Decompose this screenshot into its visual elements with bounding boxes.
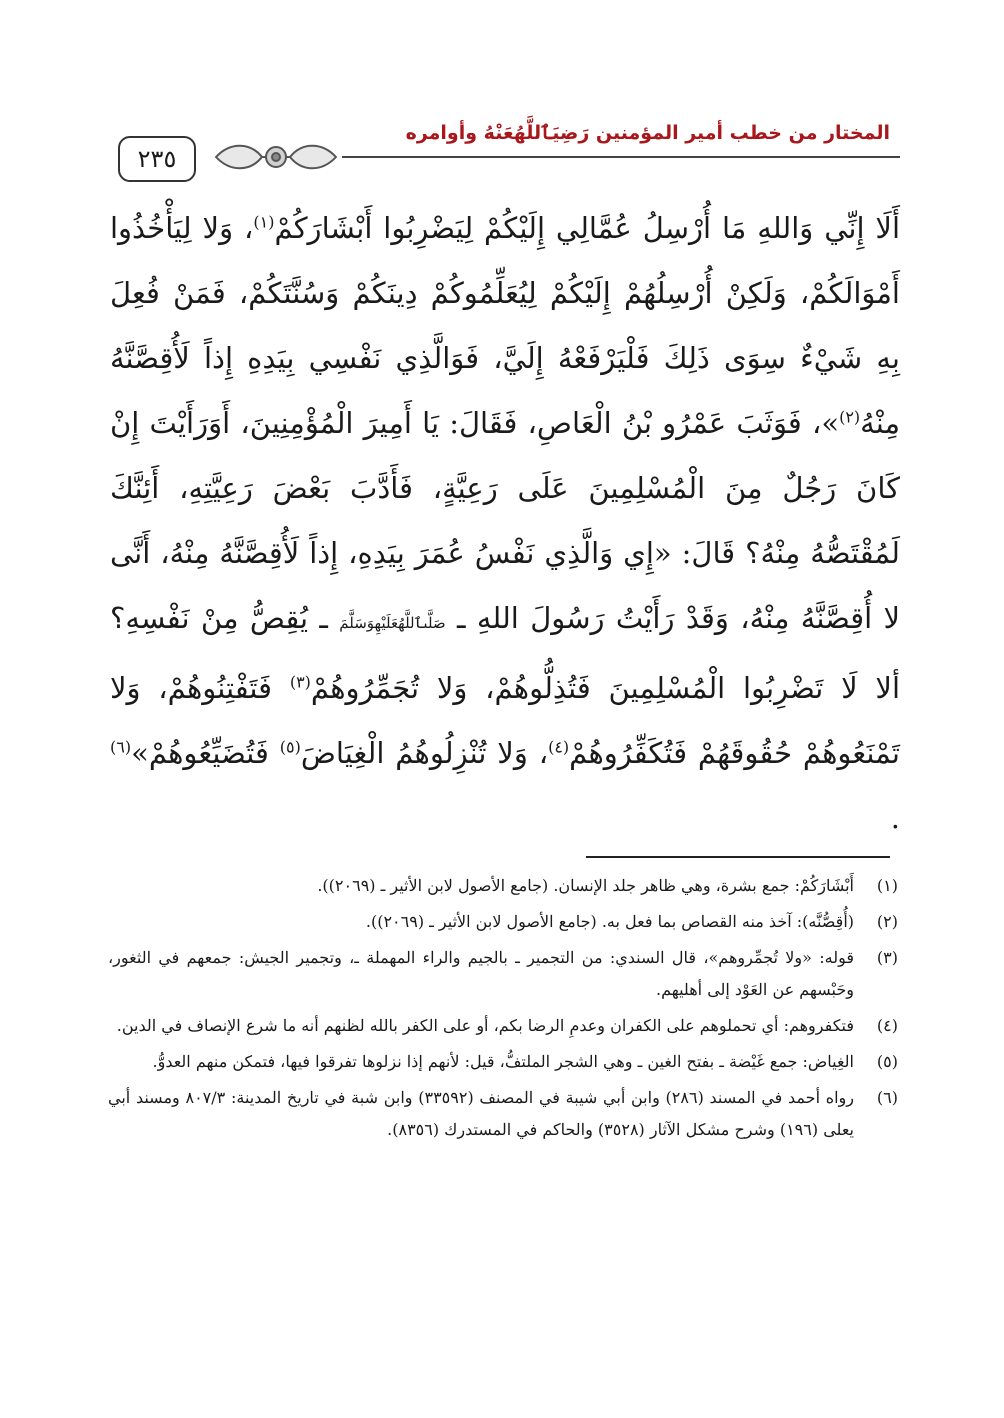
footnote-number: (٤) — [876, 1016, 898, 1035]
text-segment: ، وَلا لِيَأْخُذُوا أَمْوَالَكُمْ، وَلَكِنْ أُرْسِلُهُمْ إِلَيْكُمْ لِيُعَلِّمُوكُمْ دِينَكُمْ وَسُنَّتَكُمْ، فَمَنْ فُعِلَ بِهِ شَيْءٌ سِوَى ذَلِكَ فَلْيَرْفَعْهُ إِلَيَّ، فَوَالَّذِي نَفْسِي بِيَدِهِ إِذاً لَأُقِصَّنَّهُ مِنْهُ — [110, 211, 900, 440]
footnote-ref[interactable]: (٥) — [279, 737, 301, 757]
footnote-number: (٦) — [876, 1088, 898, 1107]
ornament-icon — [210, 134, 342, 180]
footnote — [108, 906, 898, 938]
footnote-text: (أُقِصُّنَّه): آخذ منه القصاص بما فعل به. (جامع الأصول لابن الأثير ـ (٢٠٦٩)). — [365, 912, 854, 931]
header-rule — [342, 156, 900, 158]
page-header — [110, 108, 900, 188]
footnotes — [108, 870, 898, 1150]
running-title: المختار من خطب أمير المؤمنين رَضِيَٱللَّهُعَنْهُ وأوامره — [405, 122, 890, 144]
footnote-separator — [586, 856, 890, 858]
footnote-ref[interactable]: (٢) — [839, 407, 861, 427]
text-segment: فَتُضَيِّعُوهُمْ» — [131, 736, 269, 770]
footnote — [108, 1082, 898, 1146]
footnote-number: (١) — [876, 876, 898, 895]
footnote-number: (٥) — [876, 1052, 898, 1071]
salutation-glyph: صَلَّىٱللَّهُعَلَيْهِوَسَلَّمَ — [339, 614, 446, 632]
footnote-ref[interactable]: (٤) — [548, 737, 570, 757]
footnote-number: (٢) — [876, 912, 898, 931]
text-segment: ـ يُقِصُّ مِنْ نَفْسِهِ؟ ألا لَا تَضْرِبُوا الْمُسْلِمِينَ فَتُذِلُّوهُمْ، وَلا تُجَمِّرُوهُمْ — [110, 601, 901, 705]
main-paragraph — [110, 196, 900, 851]
footnote-text: فتكفروهم: أي تحملوهم على الكفران وعدمِ الرضا بكم، أو على الكفر بالله لظنهم أنه ما شرع الإنصاف في الدين. — [116, 1016, 854, 1035]
page-number: ٢٣٥ — [118, 136, 196, 182]
footnote-text: قوله: «ولا تُجمِّروهم»، قال السندي: من التجمير ـ بالجيم والراء المهملة ـ، وتجمير الجيش: جمعهم في الثغور، وحَبْسهم عن العَوْد إلى أهليهم. — [108, 948, 854, 999]
footnote-ref[interactable]: (٣) — [289, 672, 311, 692]
text-segment: »، فَوَثَبَ عَمْرُو بْنُ الْعَاصِ، فَقَالَ: يَا أَمِيرَ الْمُؤْمِنِينَ، أَوَرَأَيْتَ إِنْ كَانَ رَجُلٌ مِنَ الْمُسْلِمِينَ عَلَى رَعِيَّةٍ، فَأَدَّبَ بَعْضَ رَعِيَّتِهِ، أَئِنَّكَ لَمُقْتَصُّهُ مِنْهُ؟ قَالَ: «إِي وَالَّذِي نَفْسُ عُمَرَ بِيَدِهِ، إِذاً لَأُقِصَّنَّهُ مِنْهُ، أَنَّى لا أُقِصَّنَّهُ مِنْهُ، وَقَدْ رَأَيْتُ رَسُولَ اللهِ ـ — [110, 406, 901, 635]
footnote-text: الغِياض: جمع غَيْضة ـ بفتح الغين ـ وهي الشجر الملتفُّ، قيل: لأنهم إذا نزلوها تفرقوا فيها، فتمكن منهم العدوُّ. — [152, 1052, 854, 1071]
footnote-text: أَبْشَارَكُمْ: جمع بشرة، وهي ظاهر جلد الإنسان. (جامع الأصول لابن الأثير ـ (٢٠٦٩)). — [317, 876, 854, 895]
footnote-ref[interactable]: (٦) — [110, 737, 132, 757]
footnote-ref[interactable]: (١) — [253, 212, 275, 232]
footnote — [108, 870, 898, 902]
main-text — [110, 196, 900, 851]
footnote — [108, 942, 898, 1006]
footnote — [108, 1046, 898, 1078]
text-segment: أَلَا إِنِّي وَاللهِ مَا أُرْسِلُ عُمَّالِي إِلَيْكُمْ لِيَضْرِبُوا أَبْشَارَكُمْ — [274, 211, 900, 245]
footnote — [108, 1010, 898, 1042]
text-segment: ، وَلا تُنْزِلُوهُمُ الْغِيَاضَ — [300, 736, 549, 770]
text-segment: . — [890, 801, 900, 835]
footnote-text: رواه أحمد في المسند (٢٨٦) وابن أبي شيبة في المصنف (٣٣٥٩٢) وابن شبة في تاريخ المدينة: ٨٠٧/٣ ومسند أبي يعلى (١٩٦) وشرح مشكل الآثار (٣٥٢٨) والحاكم في المستدرك (٨٣٥٦). — [108, 1088, 855, 1139]
text-segment: فَتَفْتِنُوهُمْ، وَلا تَمْنَعُوهُمْ حُقُوقَهُمْ فَتُكَفِّرُوهُمْ — [110, 671, 900, 770]
footnote-number: (٣) — [876, 948, 898, 967]
